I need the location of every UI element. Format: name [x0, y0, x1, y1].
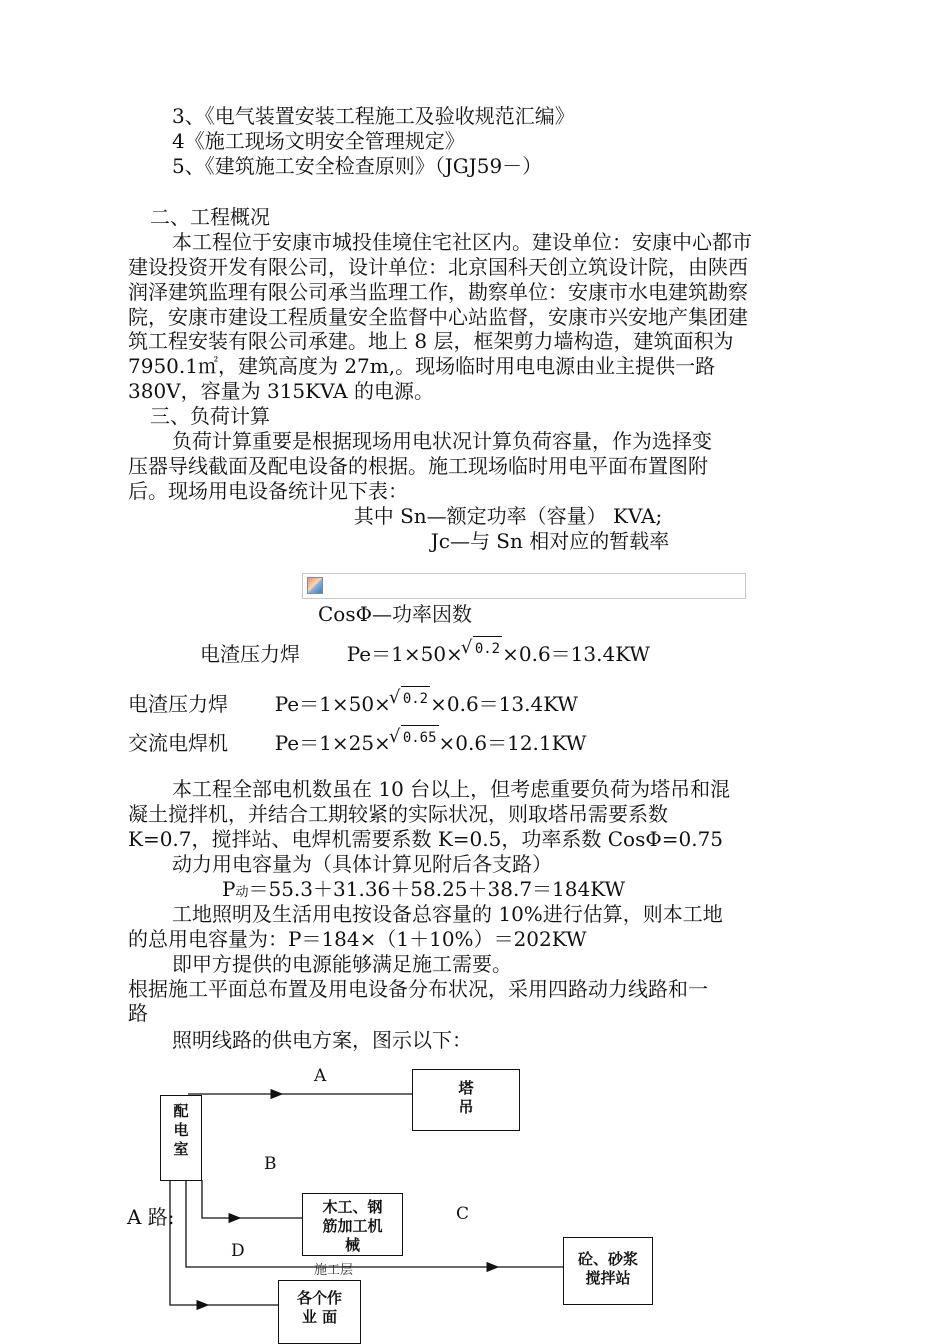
load-calc-line: 后。现场用电设备统计见下表：	[128, 479, 408, 503]
mixing-station-box	[563, 1237, 653, 1305]
formula-equipment-name: 电渣压力焊	[128, 692, 228, 716]
definition-jc: Jc—与 Sn 相对应的暂载率	[430, 529, 670, 553]
reference-item-3: 3、《电气装置安装工程施工及验收规范汇编》	[172, 104, 575, 128]
box-text: 木工、钢	[322, 1198, 383, 1216]
body-line: 凝土搅拌机，并结合工期较紧的实际状况，则取塔吊需要系数	[128, 802, 668, 826]
sqrt-value: 0.65	[401, 725, 439, 751]
box-text: 塔	[458, 1079, 474, 1097]
power-distribution-diagram	[0, 1060, 950, 1344]
power-subscript: 动	[235, 885, 249, 900]
branch-label-b: B	[264, 1154, 277, 1174]
lighting-line: 工地照明及生活用电按设备总容量的 10%进行估算，则本工地	[172, 902, 723, 926]
box-text: 械	[344, 1236, 360, 1254]
box-text: 砼、砂浆	[577, 1250, 638, 1268]
branch-label-d: D	[231, 1241, 245, 1261]
body-line: K=0.7，搅拌站、电焊机需要系数 K=0.5，功率系数 CosΦ=0.75	[128, 827, 724, 851]
formula-equipment-name: 交流电焊机	[128, 731, 228, 755]
formula-equipment-name: 电渣压力焊	[200, 642, 300, 666]
formula-row	[200, 642, 910, 670]
distribution-room-box	[160, 1095, 202, 1181]
sqrt-sign	[391, 731, 439, 759]
box-text: 业 面	[301, 1308, 338, 1326]
plan-tail: 照明线路的供电方案，图示以下：	[172, 1028, 472, 1052]
reference-item-4: 4《施工现场文明安全管理规定》	[172, 129, 465, 153]
sqrt-value: 0.2	[401, 686, 430, 712]
construction-floor-note: 施工层	[314, 1263, 354, 1278]
lighting-line: 的总用电容量为：P＝184×（1＋10%）＝202KW	[128, 927, 587, 951]
supply-sufficient: 即甲方提供的电源能够满足施工需要。	[172, 952, 512, 976]
body-line: 本工程全部电机数虽在 10 台以上，但考虑重要负荷为塔吊和混	[172, 777, 731, 801]
branch-label-a: A	[314, 1066, 327, 1086]
formula-rhs: ×0.6＝12.1KW	[438, 731, 587, 755]
overview-line: 筑工程安装有限公司承建。地上 8 层，框架剪力墙构造，建筑面积为	[128, 329, 734, 353]
formula-row	[128, 692, 838, 720]
sqrt-sign	[463, 642, 502, 670]
branch-label-c: C	[456, 1204, 470, 1224]
formula-row	[128, 731, 838, 759]
load-calc-line: 负荷计算重要是根据现场用电状况计算负荷容量，作为选择变	[172, 429, 712, 453]
section-heading-overview: 二、工程概况	[150, 205, 270, 229]
definition-sn: 其中 Sn—额定功率（容量） KVA;	[353, 504, 663, 528]
power-symbol: P	[222, 877, 236, 901]
box-text: 室	[173, 1140, 189, 1158]
plan-line: 路	[128, 1001, 148, 1025]
work-area-box	[278, 1280, 361, 1344]
formula-lhs: Pe＝1×50×	[274, 692, 391, 716]
overview-line: 本工程位于安康市城投佳境住宅社区内。建设单位：安康中心都市	[172, 230, 752, 254]
a-road-label: A 路:	[127, 1205, 175, 1229]
wood-steel-processing-box	[302, 1193, 403, 1256]
sqrt-sign	[391, 692, 430, 720]
formula-lhs: Pe＝1×25×	[274, 731, 391, 755]
overview-line: 380V，容量为 315KVA 的电源。	[128, 379, 434, 403]
formula-rhs: ×0.6＝13.4KW	[502, 642, 650, 666]
section-heading-load-calc: 三、负荷计算	[150, 404, 270, 428]
tower-crane-box	[412, 1069, 520, 1131]
line-b-arrow	[202, 1180, 240, 1218]
reference-item-5: 5、《建筑施工安全检查原则》（JGJ59－）	[172, 154, 543, 178]
definition-cos-phi: CosΦ—功率因数	[318, 602, 473, 626]
formula-rhs: ×0.6＝13.4KW	[430, 692, 578, 716]
missing-formula-image	[302, 573, 746, 599]
overview-line: 建设投资开发有限公司，设计单位：北京国科天创立筑设计院，由陕西	[128, 255, 748, 279]
load-calc-line: 压器导线截面及配电设备的根据。施工现场临时用电平面布置图附	[128, 454, 708, 478]
overview-line: 7950.1㎡，建筑高度为 27m,。现场临时用电电源由业主提供一路	[128, 354, 716, 378]
box-text: 吊	[458, 1098, 474, 1116]
box-text: 搅拌站	[585, 1269, 631, 1287]
overview-line: 院，安康市建设工程质量安全监督中心站监督，安康市兴安地产集团建	[128, 305, 748, 329]
box-text: 筋加工机	[322, 1217, 383, 1235]
overview-line: 润泽建筑监理有限公司承当监理工作，勘察单位：安康市水电建筑勘察	[128, 280, 748, 304]
box-text: 各个作	[296, 1289, 342, 1307]
box-text: 电	[173, 1121, 189, 1139]
power-intro: 动力用电容量为（具体计算见附后各支路）	[172, 852, 552, 876]
plan-line: 根据施工平面总布置及用电设备分布状况，采用四路动力线路和一	[128, 977, 708, 1001]
formula-lhs: Pe＝1×50×	[346, 642, 463, 666]
sqrt-value: 0.2	[473, 636, 502, 662]
broken-image-icon	[307, 577, 323, 594]
box-text: 配	[173, 1102, 189, 1120]
power-expression: ＝55.3＋31.36＋58.25＋38.7＝184KW	[248, 877, 626, 901]
